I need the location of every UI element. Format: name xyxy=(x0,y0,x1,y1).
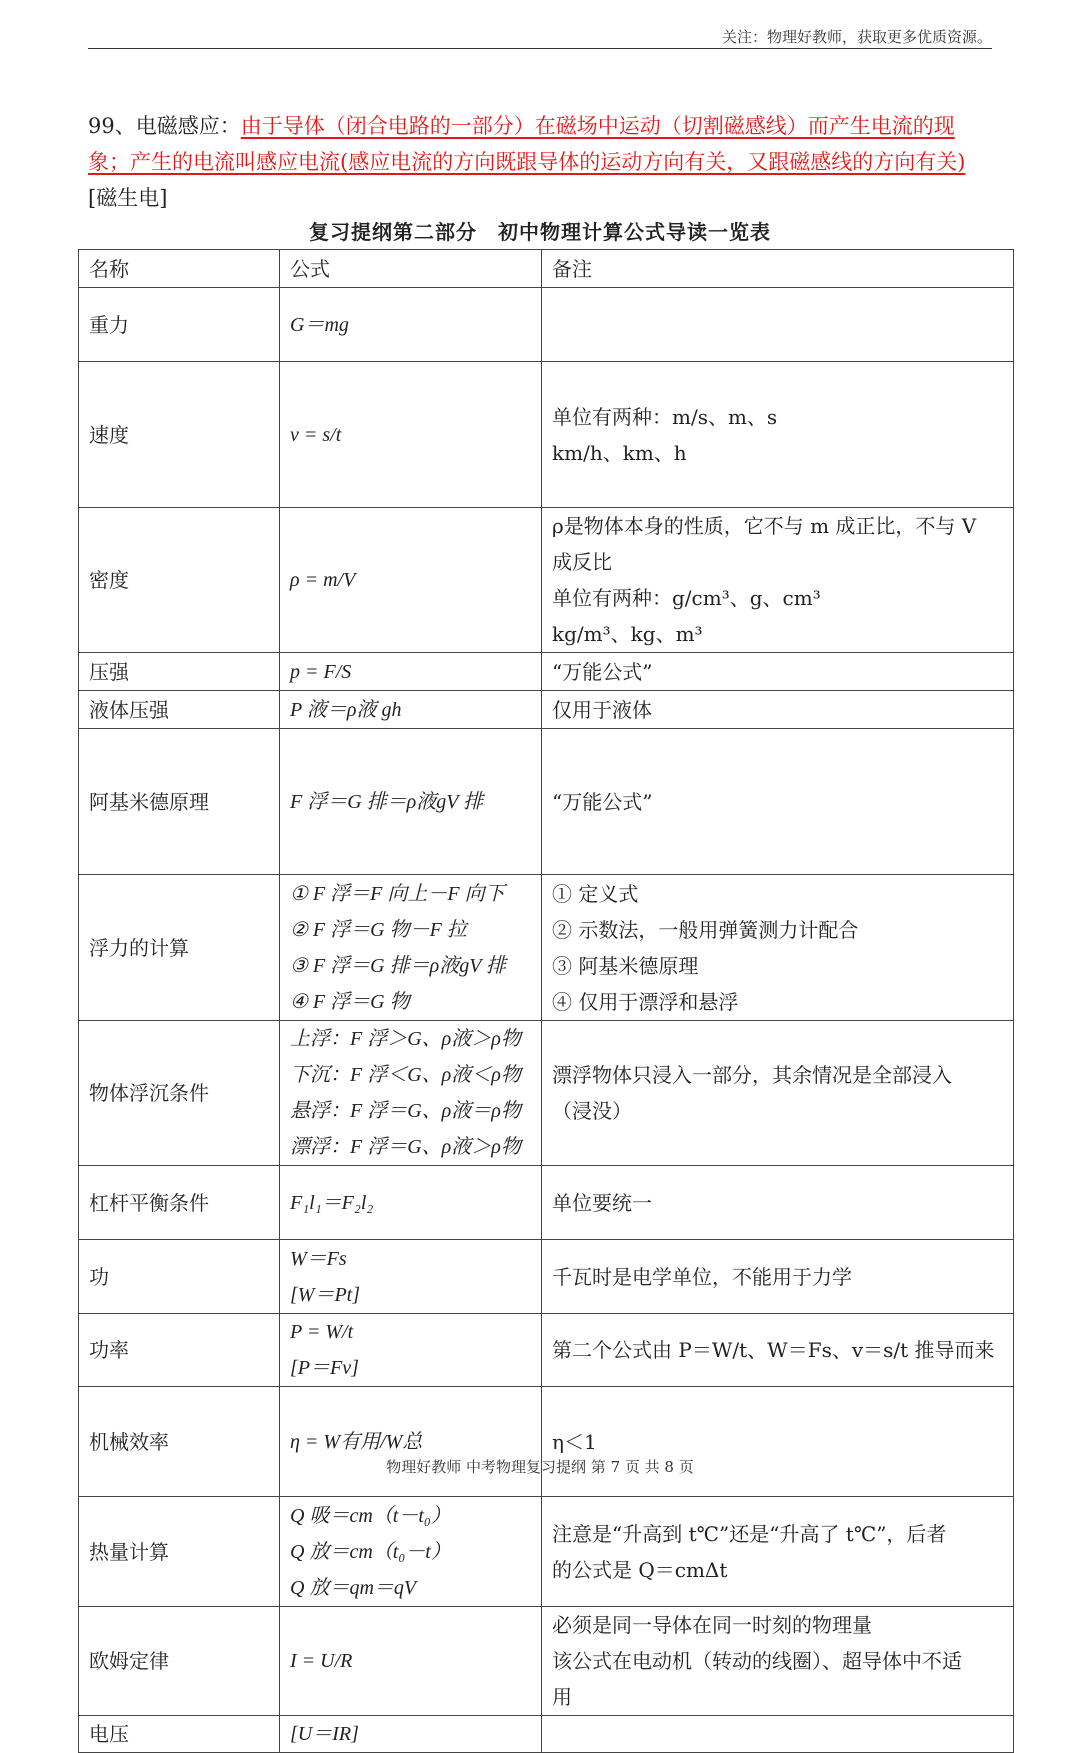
formula-line: Q 放＝qm＝qV xyxy=(290,1576,417,1599)
note-line: 的公式是 Q＝cmΔt xyxy=(552,1557,728,1582)
row-formula xyxy=(280,691,542,729)
table-row xyxy=(79,875,1014,1021)
row-note xyxy=(542,1166,1014,1240)
row-formula xyxy=(280,729,542,875)
note-line: 该公式在电动机（转动的线圈）、超导体中不适 xyxy=(552,1649,962,1673)
formula-line: ③ F 浮＝G 排＝ρ液gV 排 xyxy=(290,954,507,977)
table-row xyxy=(79,691,1014,729)
note-line: （浸没） xyxy=(552,1099,632,1123)
table-row xyxy=(79,653,1014,691)
row-note xyxy=(542,875,1014,1021)
formula-line: P 液＝ρ液 gh xyxy=(290,698,402,721)
row-formula xyxy=(280,653,542,691)
table-row xyxy=(79,1716,1014,1753)
row-note xyxy=(542,288,1014,362)
note-line: 用 xyxy=(552,1685,572,1709)
table-row xyxy=(79,508,1014,653)
row-name: 速度 xyxy=(79,362,280,508)
note-line: ④ 仅用于漂浮和悬浮 xyxy=(552,989,739,1014)
note-line: 仅用于液体 xyxy=(552,697,652,722)
row-note xyxy=(542,1716,1014,1753)
formula-line: [U＝IR] xyxy=(290,1723,359,1745)
row-formula xyxy=(280,1607,542,1716)
row-formula xyxy=(280,1021,542,1166)
formula-line: P = W/t xyxy=(290,1321,354,1343)
row-formula xyxy=(280,875,542,1021)
note-line: 必须是同一导体在同一时刻的物理量 xyxy=(552,1613,872,1637)
formula-line: W＝Fs xyxy=(290,1247,347,1270)
row-name: 功率 xyxy=(79,1314,280,1387)
formula-line: Q 放＝cm（t₀－t） xyxy=(290,1540,451,1563)
table-row xyxy=(79,1314,1014,1387)
note-line: 第二个公式由 P＝W/t、W＝Fs、v＝s/t 推导而来 xyxy=(552,1338,995,1362)
row-name: 阿基米德原理 xyxy=(79,729,280,875)
formula-line: ② F 浮＝G 物－F 拉 xyxy=(290,918,467,941)
row-formula xyxy=(280,1314,542,1387)
row-name: 液体压强 xyxy=(79,691,280,729)
formula-line: G＝mg xyxy=(290,313,349,336)
note-line: 单位有两种：g/cm³、g、cm³ xyxy=(552,586,821,610)
row-name: 热量计算 xyxy=(79,1497,280,1607)
formula-line: F 浮＝G 排＝ρ液gV 排 xyxy=(290,790,484,813)
note-line: η＜1 xyxy=(552,1429,597,1454)
note-line: kg/m³、kg、m³ xyxy=(552,622,703,646)
row-note xyxy=(542,729,1014,875)
header-formula: 公式 xyxy=(280,250,542,288)
note-line: ③ 阿基米德原理 xyxy=(552,953,699,978)
note-line: 千瓦时是电学单位，不能用于力学 xyxy=(552,1264,852,1289)
note-line: ② 示数法，一般用弹簧测力计配合 xyxy=(552,917,859,942)
paragraph-suffix: [磁生电] xyxy=(88,186,168,210)
table-row xyxy=(79,1166,1014,1240)
definition-paragraph xyxy=(88,108,988,216)
row-formula xyxy=(280,288,542,362)
formula-line: F₁l₁＝F₂l₂ xyxy=(290,1191,374,1214)
note-line: 注意是“升高到 t℃”还是“升高了 t℃”，后者 xyxy=(552,1521,947,1546)
row-note xyxy=(542,508,1014,653)
formula-line: ① F 浮＝F 向上－F 向下 xyxy=(290,882,505,905)
formula-line: ④ F 浮＝G 物 xyxy=(290,990,410,1013)
formula-line: [W＝Pt] xyxy=(290,1283,360,1306)
row-note xyxy=(542,362,1014,508)
table-row xyxy=(79,1607,1014,1716)
table-row xyxy=(79,729,1014,875)
formula-line: Q 吸＝cm（t－t₀） xyxy=(290,1504,451,1527)
table-row xyxy=(79,1387,1014,1497)
formula-line: I = U/R xyxy=(290,1650,353,1672)
row-note xyxy=(542,1387,1014,1497)
formula-table xyxy=(78,249,1014,1753)
row-formula xyxy=(280,1497,542,1607)
page-footer: 物理好教师 中考物理复习提纲 第 7 页 共 8 页 xyxy=(386,1458,694,1476)
table-row xyxy=(79,362,1014,508)
note-line: ρ是物体本身的性质，它不与 m 成正比，不与 V xyxy=(552,514,977,538)
row-name: 机械效率 xyxy=(79,1387,280,1497)
paragraph-red-text: 由于导体（闭合电路的一部分）在磁场中运动（切割磁感线）而产生电流的现象；产生的电流叫感应电流(感应电流的方向既跟导体的运动方向有关，又跟磁感线的方向有关) xyxy=(88,114,966,174)
table-row xyxy=(79,1021,1014,1166)
row-name: 功 xyxy=(79,1240,280,1314)
row-formula xyxy=(280,1240,542,1314)
row-note xyxy=(542,1314,1014,1387)
row-name: 物体浮沉条件 xyxy=(79,1021,280,1166)
formula-line: ρ = m/V xyxy=(290,569,356,591)
note-line: 成反比 xyxy=(552,550,612,574)
formula-line: 漂浮：F 浮＝G、ρ液＞ρ物 xyxy=(290,1136,521,1158)
row-note xyxy=(542,691,1014,729)
table-title: 复习提纲第二部分 初中物理计算公式导读一览表 xyxy=(309,220,771,244)
row-name: 电压 xyxy=(79,1716,280,1753)
formula-line: [P＝Fv] xyxy=(290,1357,359,1379)
row-formula xyxy=(280,1387,542,1497)
header-rule xyxy=(88,48,992,49)
table-row xyxy=(79,1497,1014,1607)
formula-line: v = s/t xyxy=(290,423,342,446)
note-line: “万能公式” xyxy=(552,659,653,684)
note-line: 漂浮物体只浸入一部分，其余情况是全部浸入 xyxy=(552,1063,952,1087)
formula-line: 下沉：F 浮＜G、ρ液＜ρ物 xyxy=(290,1064,521,1086)
row-formula xyxy=(280,508,542,653)
row-name: 密度 xyxy=(79,508,280,653)
formula-line: p = F/S xyxy=(290,660,352,683)
note-line: 单位要统一 xyxy=(552,1190,652,1215)
row-formula xyxy=(280,1166,542,1240)
formula-line: 悬浮：F 浮＝G、ρ液＝ρ物 xyxy=(290,1100,521,1122)
header-note: 备注 xyxy=(542,250,1014,288)
row-name: 压强 xyxy=(79,653,280,691)
row-note xyxy=(542,1021,1014,1166)
row-name: 欧姆定律 xyxy=(79,1607,280,1716)
row-name: 浮力的计算 xyxy=(79,875,280,1021)
header-note: 关注：物理好教师，获取更多优质资源。 xyxy=(721,28,992,46)
header-name: 名称 xyxy=(79,250,280,288)
table-header-row xyxy=(79,250,1014,288)
row-note xyxy=(542,1607,1014,1716)
row-name: 重力 xyxy=(79,288,280,362)
row-note xyxy=(542,1240,1014,1314)
paragraph-prefix: 99、电磁感应： xyxy=(88,114,241,138)
row-formula xyxy=(280,1716,542,1753)
formula-line: 上浮：F 浮＞G、ρ液＞ρ物 xyxy=(290,1028,521,1050)
note-line: km/h、km、h xyxy=(552,440,687,465)
row-formula xyxy=(280,362,542,508)
table-row xyxy=(79,1240,1014,1314)
row-name: 杠杆平衡条件 xyxy=(79,1166,280,1240)
note-line: “万能公式” xyxy=(552,789,653,814)
table-row xyxy=(79,288,1014,362)
formula-line: η = W有用/W总 xyxy=(290,1430,423,1453)
row-note xyxy=(542,1497,1014,1607)
note-line: ① 定义式 xyxy=(552,881,639,906)
note-line: 单位有两种：m/s、m、s xyxy=(552,404,778,429)
row-note xyxy=(542,653,1014,691)
